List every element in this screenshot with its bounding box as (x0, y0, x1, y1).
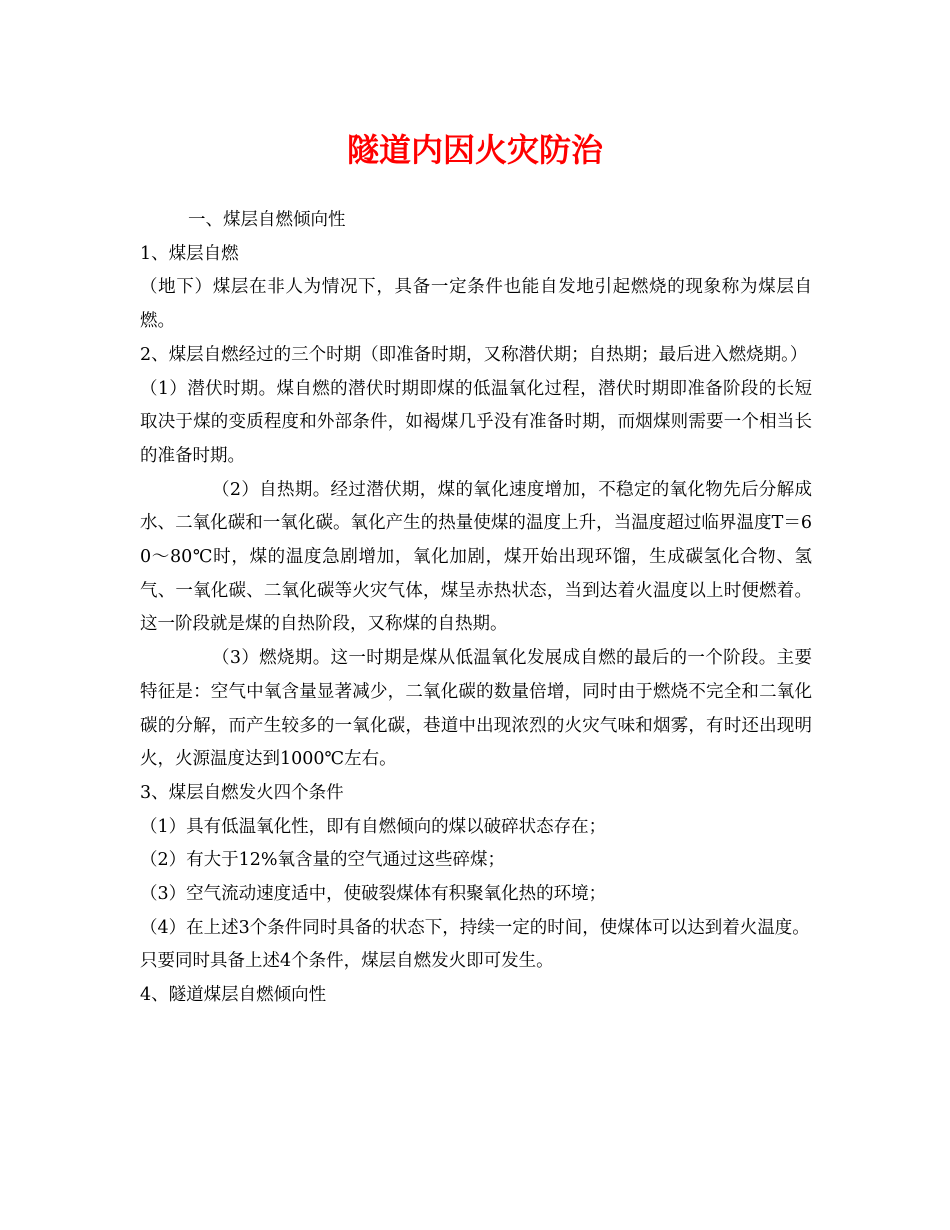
subsection-heading: 4、隧道煤层自燃倾向性 (140, 985, 327, 1006)
section-heading: 一、煤层自燃倾向性 (188, 210, 346, 230)
paragraph: （3）燃烧期。这一时期是煤从低温氧化发展成自燃的最后的一个阶段。主要特征是：空气中氧含量显著减少，二氧化碳的数量倍增，同时由于燃烧不完全和二氧化碳的分解，而产生较多的一氧化碳，巷道中出现浓烈的火灾气味和烟雾，有时还出现明火，火源温度达到1000℃左右。 (140, 648, 812, 770)
subsection-heading: 1、煤层自燃 (140, 243, 239, 264)
list-item: （1）具有低温氧化性，即有自燃倾向的煤以破碎状态存在； (140, 816, 607, 837)
list-item: （3）空气流动速度适中，使破裂煤体有积聚氧化热的环境； (140, 884, 607, 905)
paragraph: （2）自热期。经过潜伏期，煤的氧化速度增加，不稳定的氧化物先后分解成水、二氧化碳和一氧化碳。氧化产生的热量使煤的温度上升，当温度超过临界温度T＝60～80℃时，煤的温度急剧增加，氧化加剧，煤开始出现环馏，生成碳氢化合物、氢气、一氧化碳、二氧化碳等火灾气体，煤呈赤热状态，当到达着火温度以上时便燃着。这一阶段就是煤的自热阶段，又称煤的自热期。 (140, 479, 812, 635)
paragraph: （1）潜伏时期。煤自燃的潜伏时期即煤的低温氧化过程，潜伏时期即准备阶段的长短取决于煤的变质程度和外部条件，如褐煤几乎没有准备时期，而烟煤则需要一个相当长的准备时期。 (140, 378, 812, 466)
subsection-heading: 3、煤层自燃发火四个条件 (140, 782, 344, 803)
document-body (140, 204, 812, 1013)
document-title: 隧道内因火灾防治 (346, 131, 603, 169)
list-item: （4）在上述3个条件同时具备的状态下，持续一定的时间，使煤体可以达到着火温度。 (140, 917, 810, 938)
paragraph: 只要同时具备上述4个条件，煤层自燃发火即可发生。 (140, 951, 554, 972)
subsection-heading: 2、煤层自燃经过的三个时期（即准备时期，又称潜伏期；自热期；最后进入燃烧期。） (140, 344, 808, 365)
list-item: （2）有大于12%氧含量的空气通过这些碎煤； (140, 850, 506, 871)
paragraph: （地下）煤层在非人为情况下，具备一定条件也能自发地引起燃烧的现象称为煤层自燃。 (140, 277, 812, 332)
